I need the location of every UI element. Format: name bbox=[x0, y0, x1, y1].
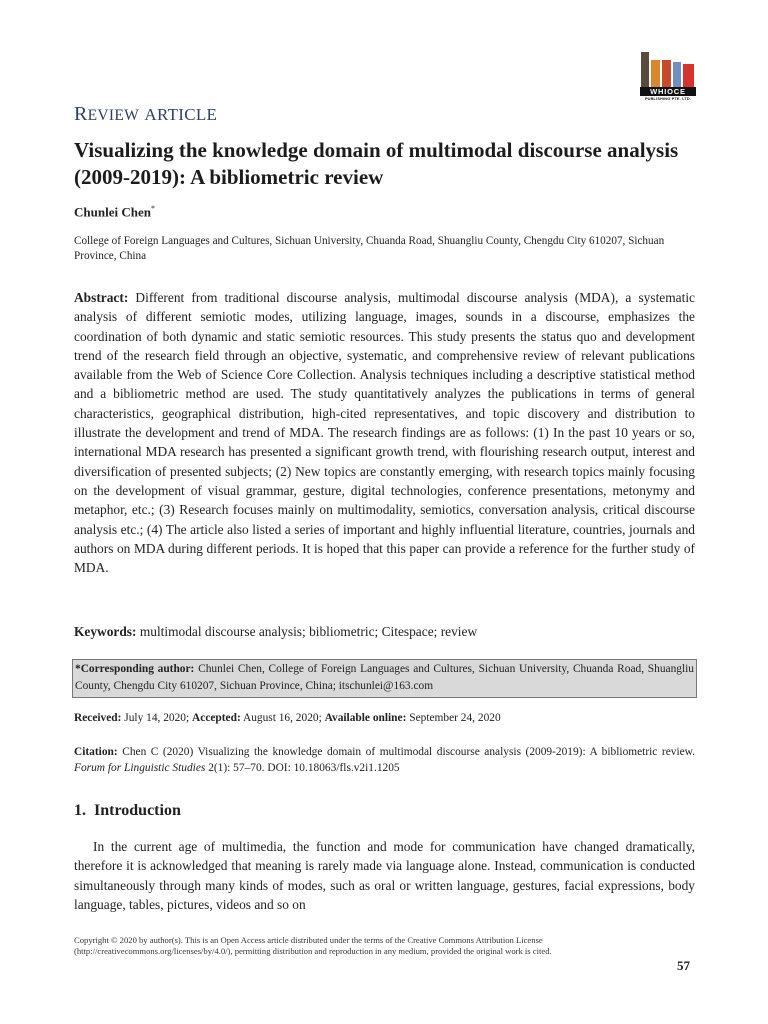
received-label: Received: bbox=[74, 712, 122, 724]
citation-text-after: 2(1): 57–70. DOI: 10.18063/fls.v2i1.1205 bbox=[208, 762, 400, 774]
accepted-date: August 16, 2020; bbox=[242, 712, 322, 724]
received-date: July 14, 2020; bbox=[124, 712, 190, 724]
section-number: 1. bbox=[74, 802, 86, 819]
logo-books-icon bbox=[638, 48, 698, 88]
author bbox=[74, 204, 155, 220]
intro-text: In the current age of multimedia, the function and mode for communication have changed dramatically, therefore it is acknowledged that meaning is rarely made via language alone. Instead, communication is conducted simultaneously through many kinds of modes, such as oral or written language, gestures, facial expressions, body language, tables, pictures, videos and so on bbox=[74, 839, 695, 913]
corresponding-label: *Corresponding author: bbox=[75, 663, 195, 675]
accepted-label: Accepted: bbox=[192, 712, 241, 724]
article-title: Visualizing the knowledge domain of multimodal discourse analysis (2009-2019): A bibliometric review bbox=[74, 138, 679, 189]
author-mark: * bbox=[150, 204, 155, 213]
citation-label: Citation: bbox=[74, 746, 118, 758]
abstract bbox=[74, 288, 695, 577]
logo-subtitle: PUBLISHING PTE. LTD. bbox=[644, 97, 692, 101]
corresponding-author-box bbox=[72, 659, 697, 698]
affiliation: College of Foreign Languages and Cultures, Sichuan University, Chuanda Road, Shuangliu County, Chengdu City 610207, Sichuan Province, China bbox=[74, 235, 665, 262]
article-type-word: EVIEW bbox=[87, 107, 140, 124]
citation-text: Chen C (2020) Visualizing the knowledge domain of multimodal discourse analysis (2009-2019): A bibliometric review. bbox=[122, 746, 695, 758]
section-title: Introduction bbox=[94, 802, 181, 819]
keywords-text: multimodal discourse analysis; bibliometric; Citespace; review bbox=[139, 624, 478, 639]
logo-wordmark: WHIOCE bbox=[640, 87, 696, 96]
publication-dates bbox=[74, 712, 501, 724]
section-heading bbox=[74, 802, 181, 820]
citation-journal: Forum for Linguistic Studies bbox=[74, 762, 206, 774]
page-number: 57 bbox=[677, 958, 690, 973]
intro-paragraph bbox=[74, 837, 695, 915]
corresponding-text: Chunlei Chen, College of Foreign Languages and Cultures, Sichuan University, Chuanda Road, Shuangliu County, Chengdu City 610207, Sichuan Province, China; itschunlei@163.com bbox=[75, 663, 694, 692]
online-date: September 24, 2020 bbox=[409, 712, 501, 724]
abstract-text: Different from traditional discourse analysis, multimodal discourse analysis (MDA), a systematic analysis of different semiotic modes, utilizing language, images, sounds in a discourse, emphasizes the coordination of both dynamic and static semiotic resources. This study presents the status quo and development trend of the research field through an objective, systematic, and comprehensive review of relevant publications available from the Web of Science Core Collection. Analysis techniques including a descriptive statistical method and a bibliometric method are used. The study quantitatively analyzes the publications in terms of general characteristics, geographical distribution, high-cited representatives, and topic discovery and distribution to illustrate the development and trend of MDA. The research findings are as follows: (1) In the past 10 years or so, international MDA research has presented a significant growth trend, with flourishing research output, interest and diversification of presented subjects; (2) New topics are constantly emerging, with research topics mainly focusing on the development of visual grammar, gesture, digital technologies, conference presentations, metonymy and metaphor, etc.; (3) Research focuses mainly on multimodality, semiotics, conversation analysis, critical discourse analysis etc.; (4) The article also listed a series of important and highly influential literature, countries, journals and authors on MDA during different periods. It is hoped that this paper can provide a reference for the further study of MDA. bbox=[74, 290, 695, 576]
online-label: Available online: bbox=[324, 712, 407, 724]
article-type-initial: R bbox=[74, 103, 88, 125]
copyright-notice: Copyright © 2020 by author(s). This is an Open Access article distributed under the terms of the Creative Commons Attribution License (http://creativecommons.org/licenses/by/4.0/), permitting distribution and reproduction in any medium, provided the original work is cited. bbox=[74, 935, 552, 956]
article-type-second-word: ARTICLE bbox=[144, 105, 218, 124]
publisher-logo bbox=[638, 48, 698, 106]
citation bbox=[74, 744, 695, 776]
keywords-label: Keywords: bbox=[74, 624, 137, 639]
keywords bbox=[74, 623, 695, 641]
author-name: Chunlei Chen bbox=[74, 204, 151, 220]
abstract-label: Abstract: bbox=[74, 290, 129, 305]
article-type bbox=[74, 103, 217, 126]
